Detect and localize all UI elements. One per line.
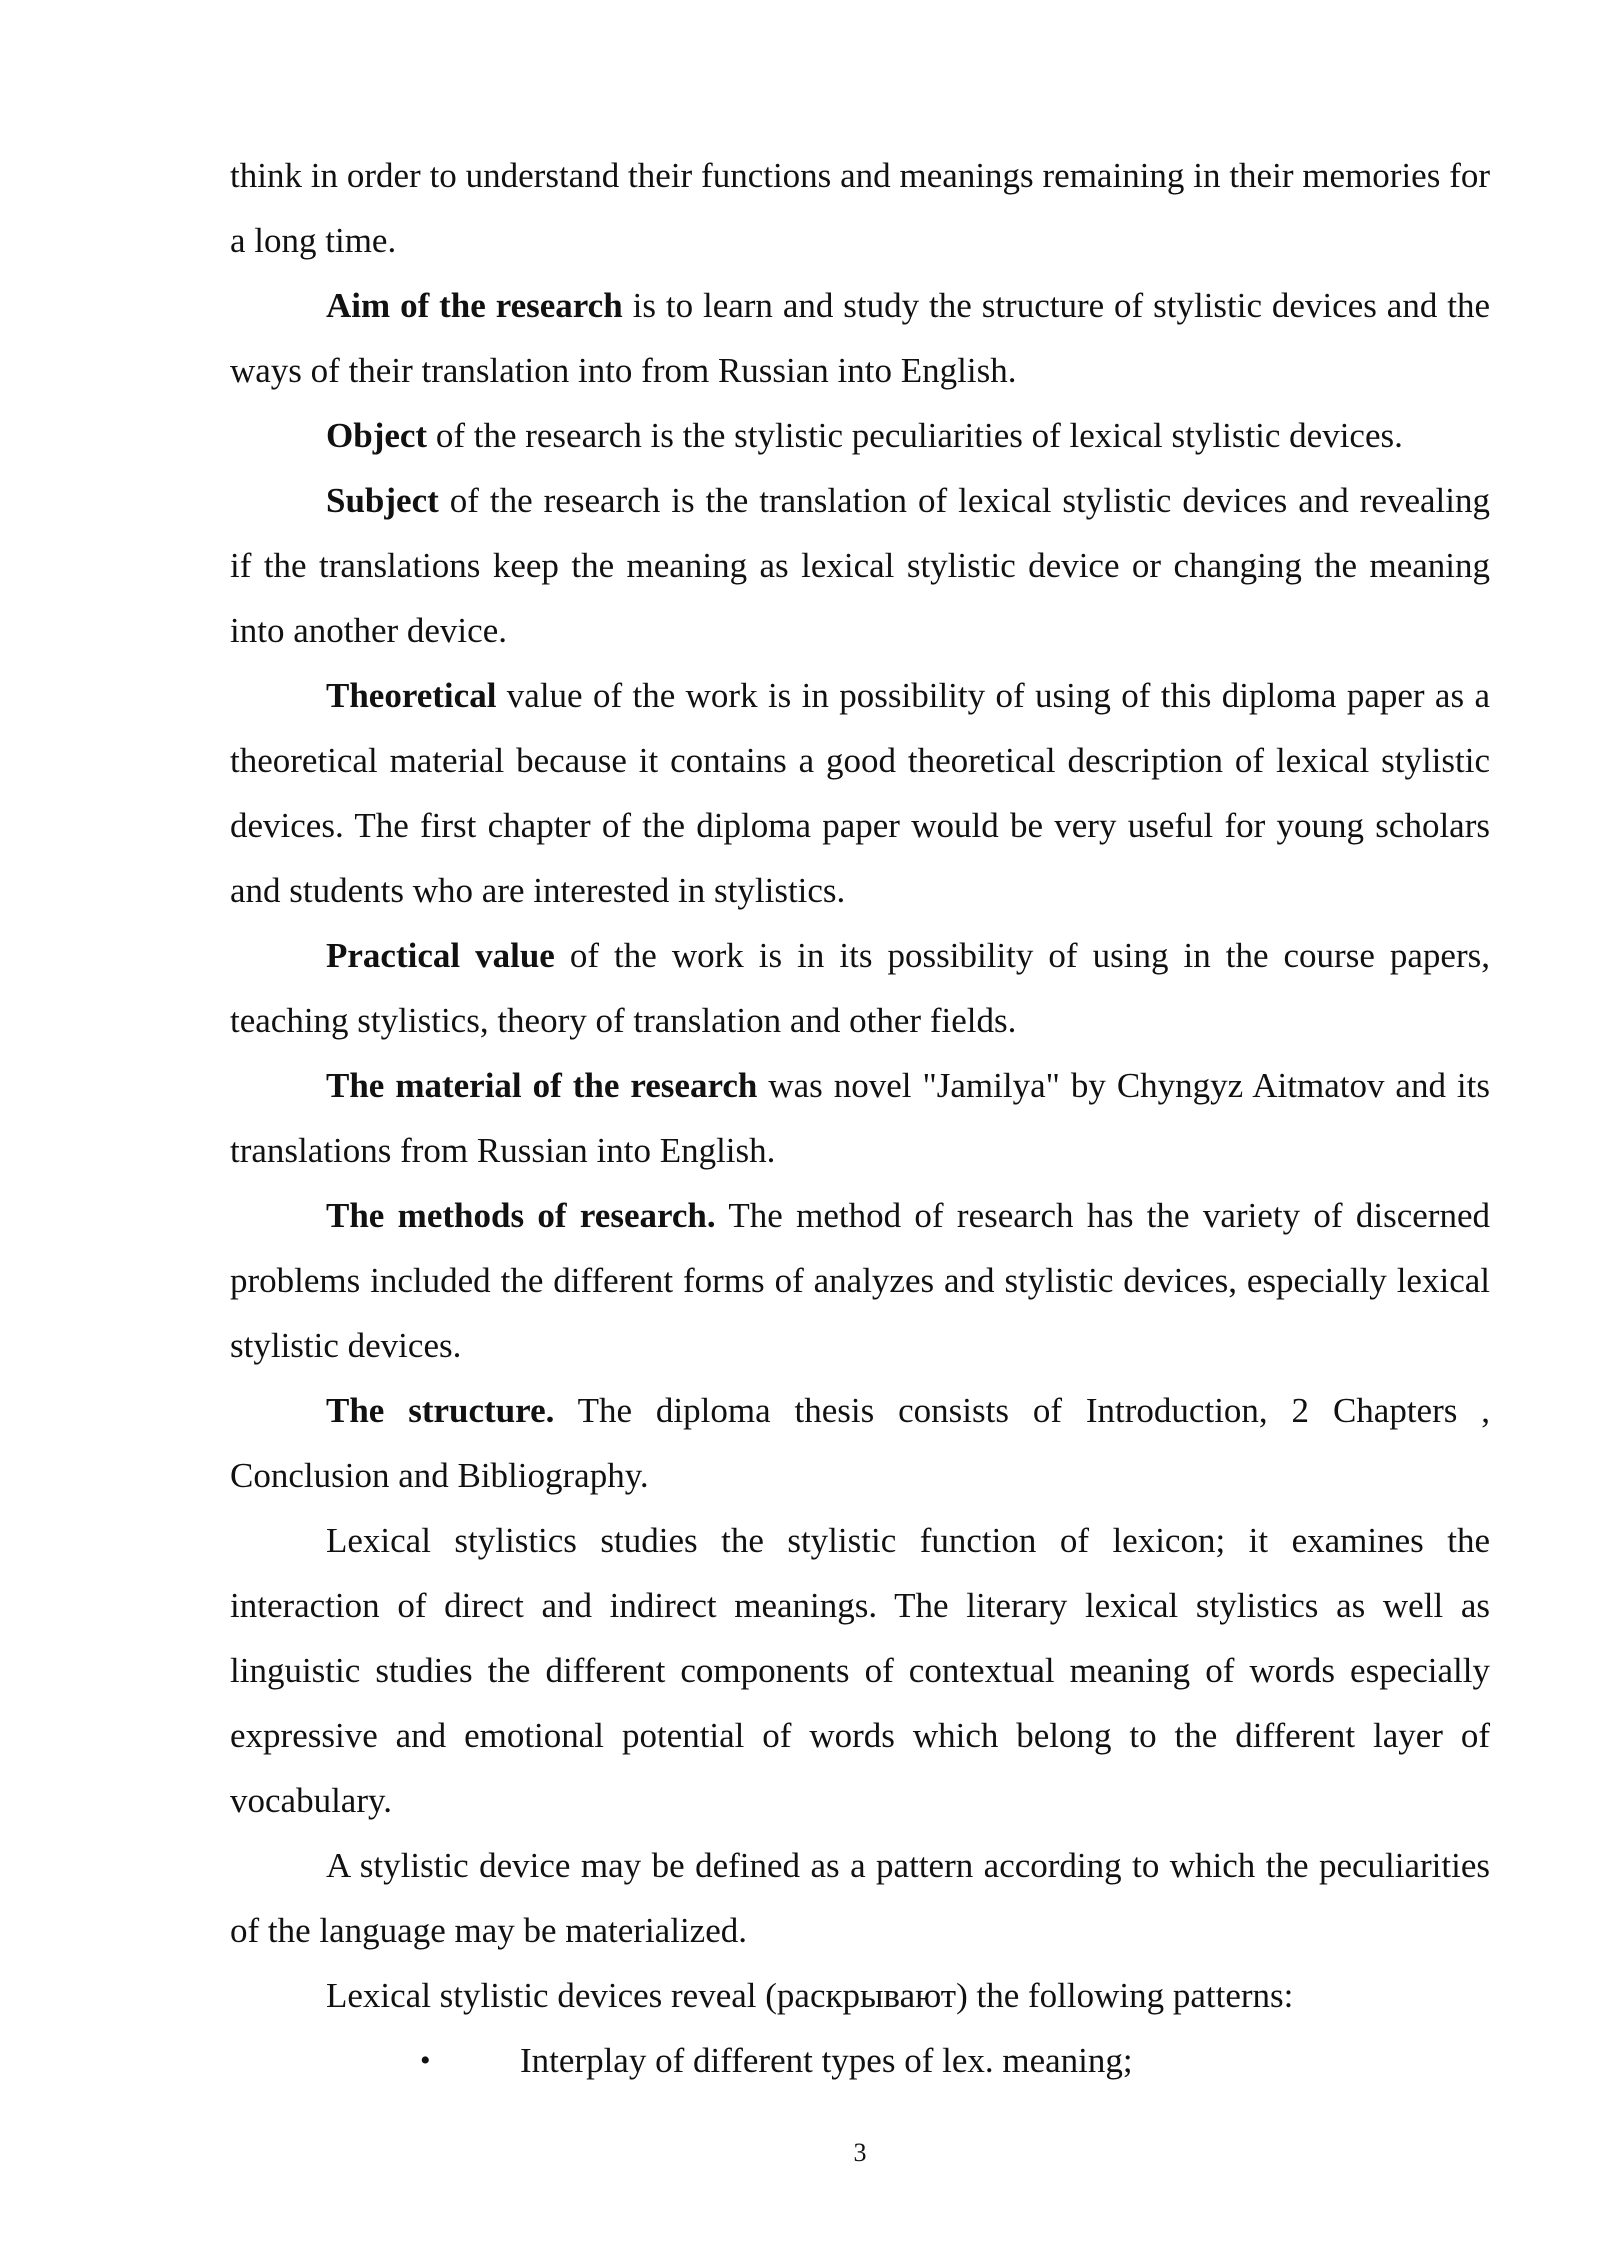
paragraph-patterns bbox=[230, 1963, 1490, 2028]
bullet-icon: • bbox=[420, 2044, 431, 2077]
paragraph-stylistic-device-text: A stylistic device may be defined as a pattern according to which the peculiarities of the language may be materialized. bbox=[230, 1846, 1490, 1950]
paragraph-lexical-stylistics bbox=[230, 1508, 1490, 1833]
paragraph-structure bbox=[230, 1378, 1490, 1508]
paragraph-structure-text: The diploma thesis consists of Introduction, 2 Chapters , Conclusion and Bibliography. bbox=[230, 1391, 1490, 1495]
paragraph-stylistic-device bbox=[230, 1833, 1490, 1963]
paragraph-practical bbox=[230, 923, 1490, 1053]
bullet-list bbox=[230, 2028, 1490, 2093]
paragraph-1 bbox=[230, 143, 1490, 273]
paragraph-material bbox=[230, 1053, 1490, 1183]
paragraph-theoretical bbox=[230, 663, 1490, 923]
paragraph-methods-text: The method of research has the variety of discerned problems included the different forms of analyzes and stylistic devices, especially lexical stylistic devices. bbox=[230, 1196, 1490, 1365]
paragraph-methods bbox=[230, 1183, 1490, 1378]
paragraph-subject-text: of the research is the translation of lexical stylistic devices and revealing if the translations keep the meaning as lexical stylistic device or changing the meaning into another device. bbox=[230, 481, 1490, 650]
paragraph-aim-lead: Aim of the research bbox=[326, 286, 623, 325]
paragraph-subject-lead: Subject bbox=[326, 481, 439, 520]
paragraph-lexical-stylistics-text: Lexical stylistics studies the stylistic function of lexicon; it examines the interaction of direct and indirect meanings. The literary lexical stylistics as well as linguistic studies the different components of contextual meaning of words especially expressive and emotional potential of words which belong to the different layer of vocabulary. bbox=[230, 1521, 1490, 1820]
paragraph-structure-lead: The structure. bbox=[326, 1391, 555, 1430]
list-item-text: Interplay of different types of lex. meaning; bbox=[520, 2041, 1133, 2080]
document-body bbox=[230, 143, 1490, 2093]
page-number: 3 bbox=[853, 2138, 867, 2167]
paragraph-material-lead: The material of the research bbox=[326, 1066, 758, 1105]
paragraph-1-text: think in order to understand their functions and meanings remaining in their memories for a long time. bbox=[230, 156, 1490, 260]
paragraph-practical-lead: Practical value bbox=[326, 936, 555, 975]
paragraph-aim-text: is to learn and study the structure of stylistic devices and the ways of their translation into from Russian into English. bbox=[230, 286, 1490, 390]
paragraph-theoretical-text: value of the work is in possibility of using of this diploma paper as a theoretical material because it contains a good theoretical description of lexical stylistic devices. The first chapter of the diploma paper would be very useful for young scholars and students who are interested in stylistics. bbox=[230, 676, 1490, 910]
paragraph-object-lead: Object bbox=[326, 416, 428, 455]
paragraph-theoretical-lead: Theoretical bbox=[326, 676, 497, 715]
paragraph-object bbox=[230, 403, 1490, 468]
paragraph-material-text: was novel "Jamilya" by Chyngyz Aitmatov and its translations from Russian into English. bbox=[230, 1066, 1490, 1170]
list-item bbox=[230, 2028, 1490, 2093]
paragraph-aim bbox=[230, 273, 1490, 403]
paragraph-patterns-text: Lexical stylistic devices reveal (раскрывают) the following patterns: bbox=[326, 1976, 1294, 2015]
paragraph-methods-lead: The methods of research. bbox=[326, 1196, 716, 1235]
paragraph-subject bbox=[230, 468, 1490, 663]
paragraph-practical-text: of the work is in its possibility of using in the course papers, teaching stylistics, theory of translation and other fields. bbox=[230, 936, 1490, 1040]
paragraph-object-text: of the research is the stylistic peculiarities of lexical stylistic devices. bbox=[427, 416, 1403, 455]
